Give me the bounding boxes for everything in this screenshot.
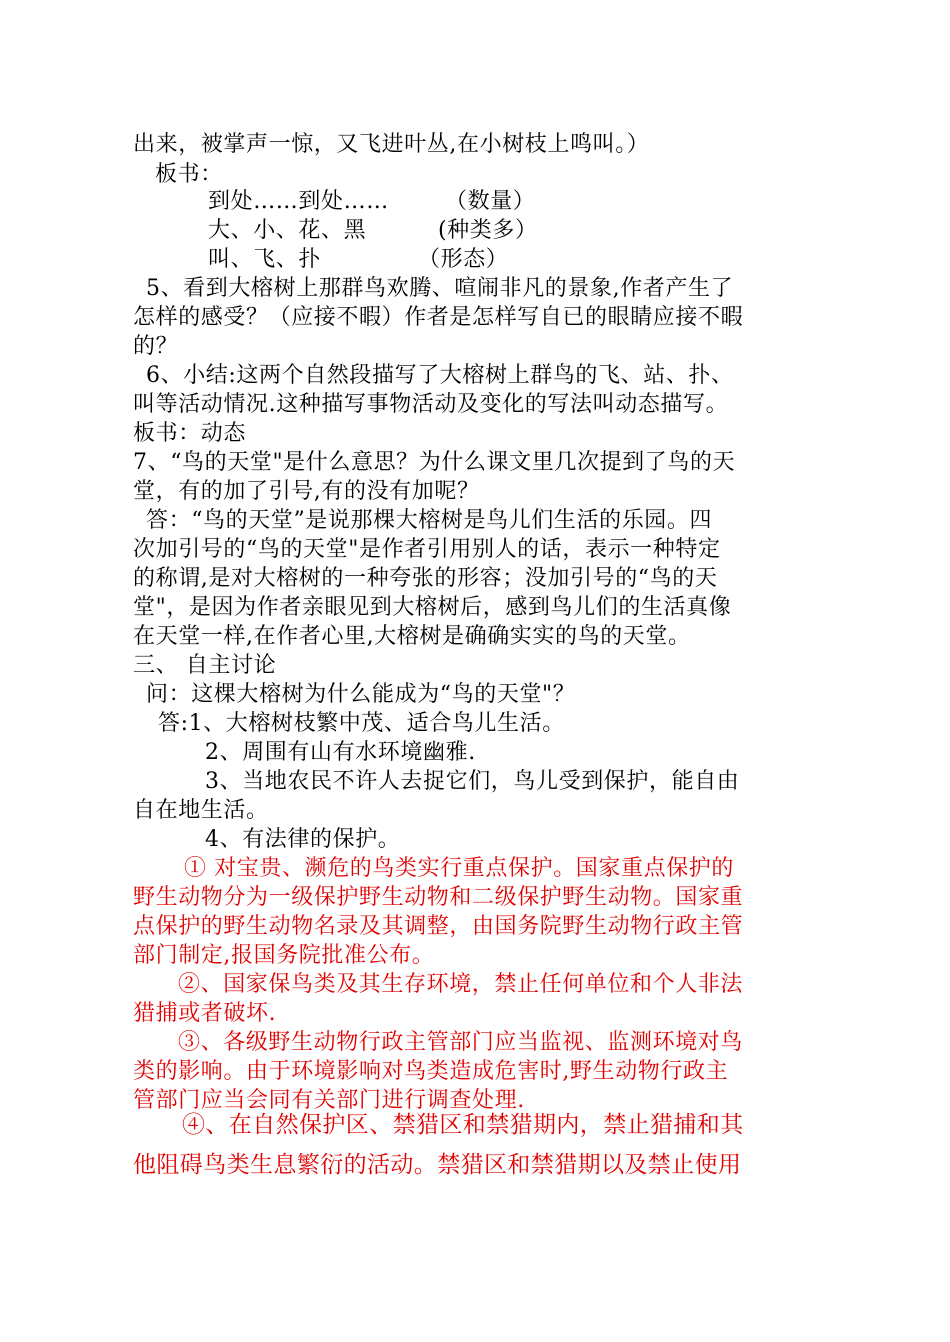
section-heading: 三、 自主讨论 [133,653,277,678]
question-paragraph: 7、“鸟的天堂"是什么意思？为什么课文里几次提到了鸟的天 [133,450,736,475]
text-line: 在天堂一样,在作者心里,大榕树是确确实实的鸟的天堂。 [133,624,691,649]
text-line: 的？ [133,334,179,359]
text-line: 怎样的感受？（应接不暇）作者是怎样写自已的眼睛应接不暇 [133,305,744,330]
answer-item: 3、当地农民不许人去捉它们，鸟儿受到保护，能自由 [205,769,740,794]
answer-item: 2、周围有山有水环境幽雅. [205,740,476,765]
law-clause: ③、各级野生动物行政主管部门应当监视、监测环境对鸟 [178,1030,744,1055]
text-line: 出来，被掌声一惊，又飞进叶丛,在小树枝上鸣叫。） [133,132,650,157]
board-note-tag: （数量） [445,189,536,214]
law-clause: ① 对宝贵、濒危的鸟类实行重点保护。国家重点保护的 [184,856,734,881]
law-clause: ④、在自然保护区、禁猎区和禁猎期内，禁止猎捕和其 [182,1112,744,1138]
answer-item: 4、有法律的保护。 [205,827,401,852]
law-clause-line: 他阻碍鸟类生息繁衍的活动。禁猎区和禁猎期以及禁止使用 [133,1152,742,1178]
question-paragraph: 5、看到大榕树上那群鸟欢腾、喧闹非凡的景象,作者产生了 [146,276,734,301]
board-note-label: 板书： [155,162,223,187]
board-note-item: 大、小、花、黑 [208,218,367,243]
summary-paragraph: 6、小结:这两个自然段描写了大榕树上群鸟的飞、站、扑、 [146,363,734,388]
answer-item: 答:1、大榕树枝繁中茂、适合鸟儿生活。 [158,711,565,736]
answer-paragraph: 答：“鸟的天堂”是说那棵大榕树是鸟儿们生活的乐园。四 [146,508,713,533]
board-note-item: 到处……到处…… [208,189,389,214]
law-clause-line: 管部门应当会同有关部门进行调查处理. [133,1088,525,1113]
board-note-item: 叫、飞、扑 [208,247,322,272]
law-clause-line: 类的影响。由于环境影响对鸟类造成危害时,野生动物行政主 [133,1059,729,1084]
law-clause: ②、国家保鸟类及其生存环境，禁止任何单位和个人非法 [178,972,744,997]
discussion-question: 问：这棵大榕树为什么能成为“鸟的天堂"？ [146,682,576,707]
text-line: 的称谓,是对大榕树的一种夸张的形容；没加引号的“鸟的天 [133,566,718,591]
text-line: 堂，有的加了引号,有的没有加呢？ [133,479,480,504]
text-line: 堂"，是因为作者亲眼见到大榕树后，感到鸟儿们的生活真像 [133,595,732,620]
law-clause-line: 野生动物分为一级保护野生动物和二级保护野生动物。国家重 [133,885,744,910]
board-note-tag: (种类多） [438,218,538,243]
law-clause-line: 点保护的野生动物名录及其调整，由国务院野生动物行政主管 [133,914,744,939]
law-clause-line: 猎捕或者破坏. [133,1001,277,1026]
law-clause-line: 部门制定,报国务院批准公布。 [133,943,435,968]
text-line: 自在地生活。 [133,798,269,823]
board-note-tag: （形态） [418,247,509,272]
board-note-label: 板书：动态 [133,421,247,446]
text-line: 叫等活动情况.这种描写事物活动及变化的写法叫动态描写。 [133,392,729,417]
text-line: 次加引号的“鸟的天堂"是作者引用别人的话，表示一种特定 [133,537,721,562]
